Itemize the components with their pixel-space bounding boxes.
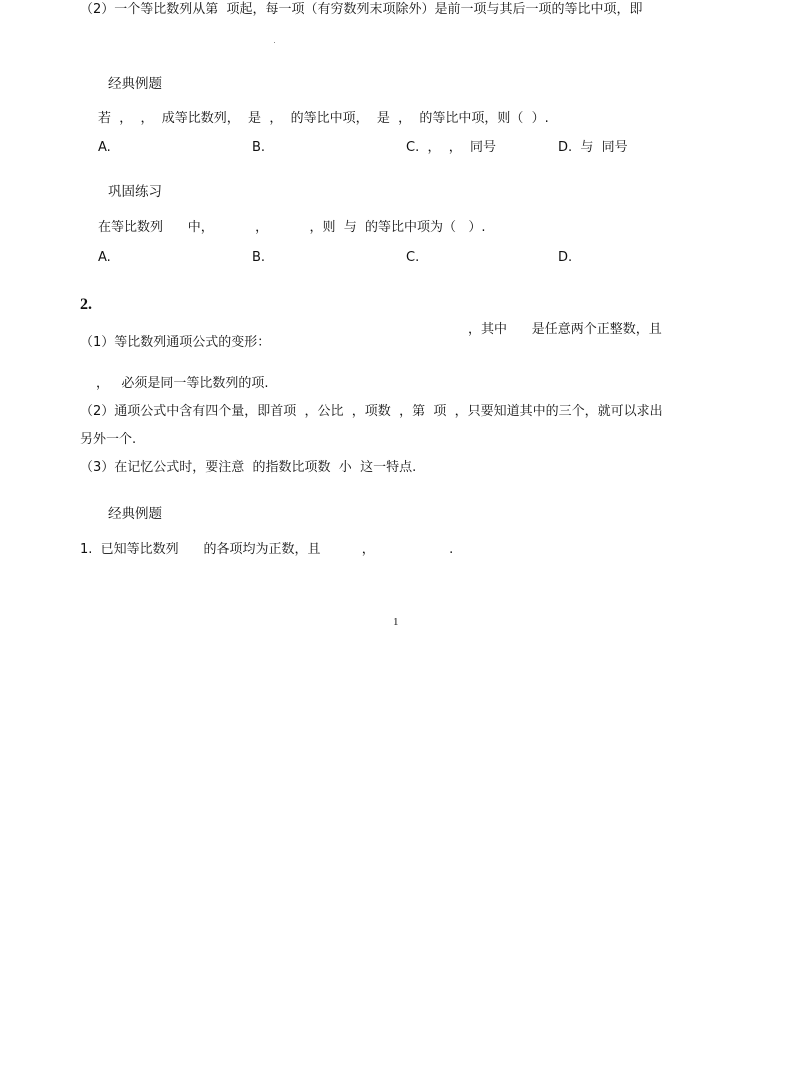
section2-point3: （3）在记忆公式时，要注意 的指数比项数 小 这一特点.	[80, 460, 417, 475]
section2-point1-right: ，其中 是任意两个正整数，且	[468, 322, 662, 337]
example1-option-d: D. 与 同号	[558, 140, 628, 155]
practice1-heading: 巩固练习	[108, 184, 162, 200]
page-number: 1	[393, 616, 399, 628]
example2-question: 1. 已知等比数列 的各项均为正数，且 ， .	[80, 542, 454, 557]
example1-heading: 经典例题	[108, 76, 162, 92]
section2-number: 2.	[80, 296, 92, 313]
practice1-option-a: A.	[98, 250, 111, 265]
example1-option-c: C. ， ， 同号	[406, 140, 497, 155]
formula-placeholder-dot	[274, 42, 275, 43]
section2-point1-left: （1）等比数列通项公式的变形：	[80, 335, 271, 350]
section2-point2-line1: （2）通项公式中含有四个量，即首项 ，公比 ，项数 ，第 项 ，只要知道其中的三个，就可以求出	[80, 404, 663, 419]
practice1-question: 在等比数列 中， ， ，则 与 的等比中项为（ ）.	[98, 220, 486, 235]
section2-point2-line2: 另外一个.	[80, 432, 137, 447]
practice1-option-b: B.	[252, 250, 266, 265]
example1-question: 若 ， ， 成等比数列， 是 ， 的等比中项， 是 ， 的等比中项，则（ ）.	[98, 111, 549, 126]
practice1-option-c: C.	[406, 250, 420, 265]
example2-heading: 经典例题	[108, 506, 162, 522]
practice1-option-d: D.	[558, 250, 573, 265]
section1-point2: （2）一个等比数列从第 项起，每一项（有穷数列末项除外）是前一项与其后一项的等比中项，即	[80, 2, 643, 17]
section2-point1-cont: ， 必须是同一等比数列的项.	[96, 376, 269, 391]
example1-option-b: B.	[252, 140, 266, 155]
example1-option-a: A.	[98, 140, 111, 155]
